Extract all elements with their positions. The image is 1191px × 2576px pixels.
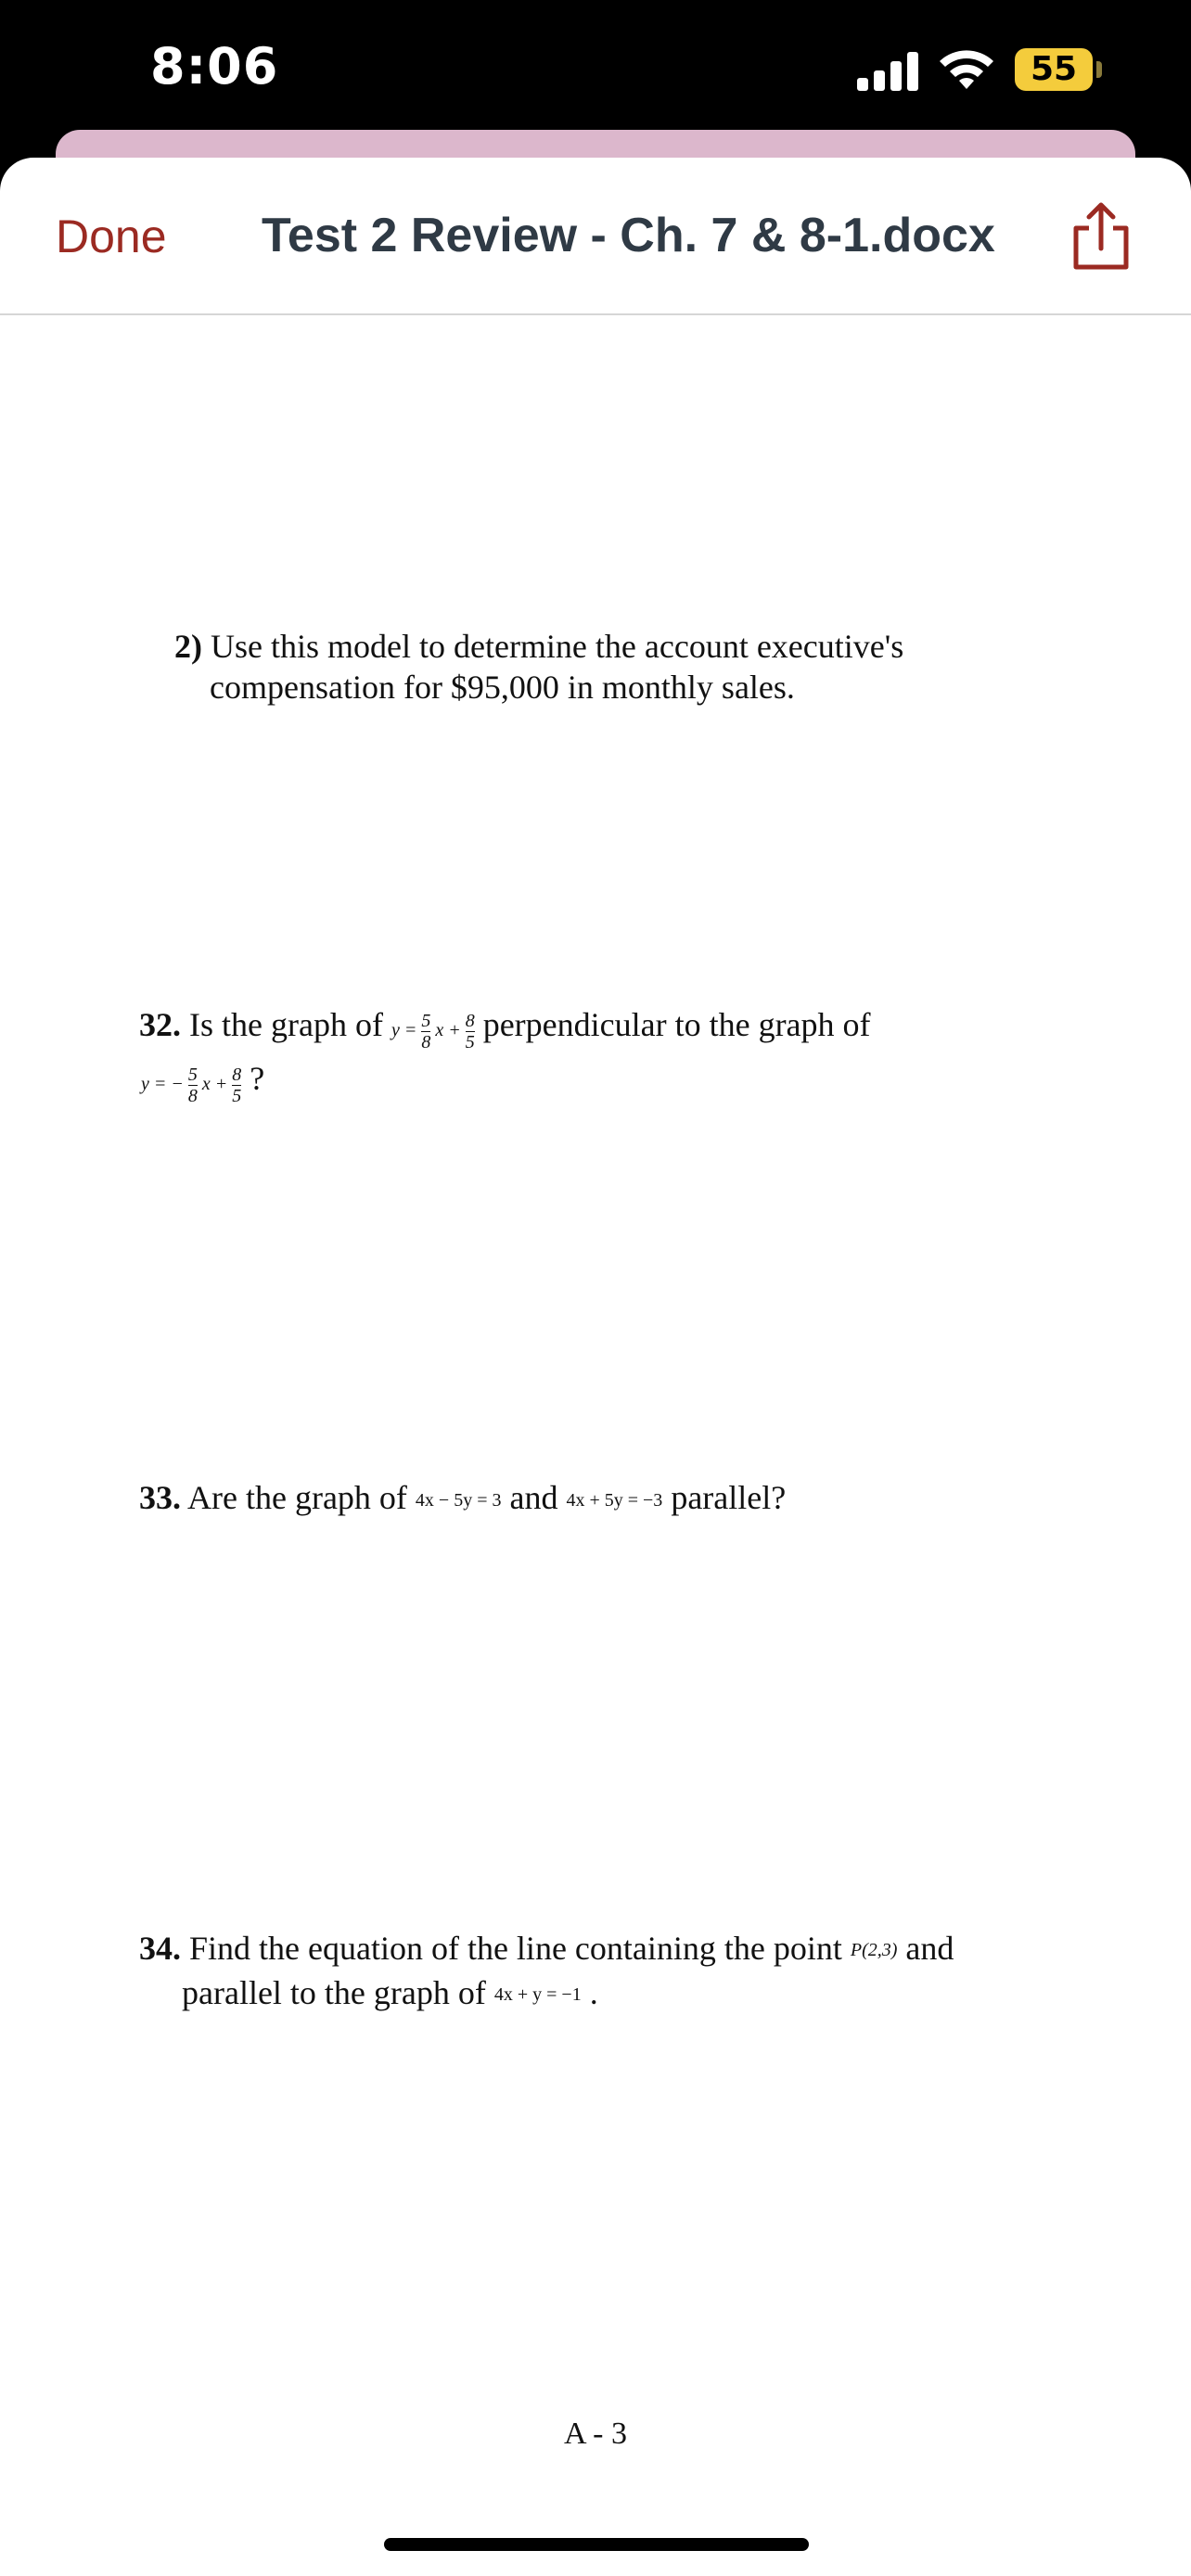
fraction-denominator: 8 <box>187 1085 198 1106</box>
question-34-number: 34. <box>139 1930 181 1967</box>
question-33-text3: parallel? <box>662 1479 787 1516</box>
equation-1-mid: x + <box>430 1020 466 1040</box>
battery-nub <box>1096 61 1102 78</box>
question-32-text: Is the graph of <box>181 1006 391 1043</box>
question-33-text2: and <box>501 1479 567 1516</box>
question-2-line2: compensation for $95,000 in monthly sales. <box>210 669 795 706</box>
question-34-line2 <box>182 1971 598 2016</box>
fraction-numerator: 8 <box>232 1064 242 1085</box>
question-2 <box>174 625 903 668</box>
equation-1 <box>391 1010 475 1052</box>
fraction-denominator: 5 <box>232 1085 242 1106</box>
question-32-line2 <box>141 1057 264 1106</box>
equation-2 <box>141 1064 242 1106</box>
question-33-text1: Are the graph of <box>181 1479 416 1516</box>
page-number: A - 3 <box>564 2417 627 2451</box>
navigation-bar <box>0 158 1191 315</box>
question-32-text-mid: perpendicular to the graph of <box>474 1006 871 1043</box>
status-time: 8:06 <box>150 37 279 96</box>
question-34-point: P(2,3) <box>850 1940 898 1960</box>
document-viewer-sheet <box>0 158 1191 2576</box>
question-33-number: 33. <box>139 1479 181 1516</box>
fraction-numerator: 5 <box>421 1010 431 1031</box>
question-33-equation-1: 4x − 5y = 3 <box>415 1490 502 1511</box>
home-indicator[interactable] <box>384 2538 809 2551</box>
document-page <box>0 315 1191 2522</box>
question-34-line1-end: and <box>897 1930 954 1967</box>
question-2-number: 2) <box>174 628 202 665</box>
question-34-line2-text: parallel to the graph of <box>182 1974 494 2011</box>
question-34-line2-end: . <box>581 1974 598 2011</box>
equation-1-lhs: y = <box>391 1020 422 1040</box>
wifi-icon <box>937 46 996 91</box>
done-button[interactable]: Done <box>56 210 167 262</box>
question-32 <box>139 1003 871 1052</box>
signal-icon <box>857 50 920 91</box>
fraction-denominator: 8 <box>421 1031 431 1052</box>
equation-2-lhs: y = − <box>141 1074 188 1094</box>
question-34 <box>139 1927 954 1971</box>
status-bar <box>0 0 1191 139</box>
question-32-end: ? <box>241 1060 265 1097</box>
question-34-equation: 4x + y = −1 <box>493 1984 582 2005</box>
question-32-number: 32. <box>139 1006 181 1043</box>
document-title: Test 2 Review - Ch. 7 & 8-1.docx <box>262 209 995 262</box>
fraction-numerator: 8 <box>465 1010 475 1031</box>
equation-2-mid: x + <box>197 1074 233 1094</box>
question-2-line1: Use this model to determine the account executive's <box>202 628 904 665</box>
fraction-denominator: 5 <box>465 1031 475 1052</box>
share-icon[interactable] <box>1069 200 1133 273</box>
fraction-numerator: 5 <box>187 1064 198 1085</box>
question-33 <box>139 1476 786 1522</box>
question-33-equation-2: 4x + 5y = −3 <box>566 1490 663 1511</box>
battery-icon: 55 <box>1015 48 1093 91</box>
question-34-line1: Find the equation of the line containing the point <box>181 1930 851 1967</box>
